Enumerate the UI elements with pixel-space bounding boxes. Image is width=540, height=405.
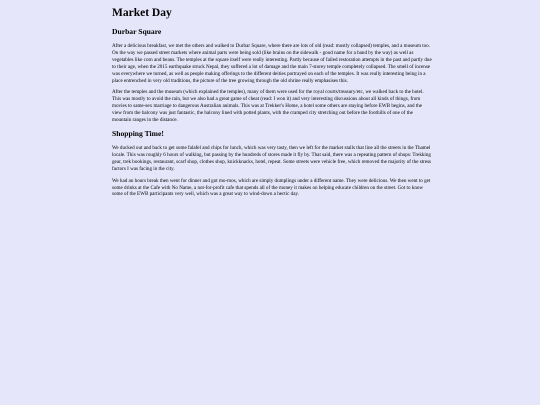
- page-title: Market Day: [112, 7, 172, 19]
- paragraph: We had an hours break then went for dinner and got mo-mos, which are simply dumplings under a different name. They were delicious. We then went to get some drinks at the Cafe with No Name, a not-for-profit cafe that spends all of the money it makes on helping educate children on the street. Got to know some of the EWB participants very well, which was a great way to wind-down a hectic day.: [112, 177, 431, 198]
- section-heading: Shopping Time!: [112, 128, 164, 138]
- section-durbar-square: [112, 27, 432, 124]
- article: [112, 6, 432, 203]
- section-shopping-time: [112, 129, 432, 198]
- paragraph: After the temples and the museum (which explained the temples), many of them were used for the royal courts/treasury/etc, we walked back to the hotel. This was mostly to avoid the rain, but we also had a great game of cheat (read: I won it) and very interesting discussions about all kinds of things, from movies to same-sex marriage to dangerous Australian animals. This was at Trekker's Home, a hotel some others are staying before EWB begins, and the view from the balcony was just fantastic, the balcony lined with potted plants, with the cramped city stretching out before the foothills of one of the mountain ranges in the distance.: [112, 89, 424, 124]
- section-heading: Durbar Square: [112, 27, 162, 36]
- paragraph: After a delicious breakfast, we met the others and walked to Durbar Square, where there are lots of old (read: mostly collapsed) temples, and a museum too. On the way we passed street markets where animal parts were being sold (like brains on the sidewalk - good name for a band by the way) as well as vegetables like corn and beans. The temples at the square itself were really interesting. Partly because of failed restoration attempts in the past and partly due to their age, when the 2015 earthquake struck Nepal, they suffered a lot of damage and the main 7-storey temple completely collapsed. The smell of incense was everywhere we turned, as well as people making offerings to the different deities portrayed on each of the temples. It was really interesting being in a place entrenched in very old traditions, the picture of the tree growing through the old shrine really emphasises this.: [112, 43, 432, 84]
- paragraph: We ducked out and back to get some falafel and chips for lunch, which was very tasty, then we left for the market stalls that line all the streets in the Thamel locale. This was roughly 6 hours of walking, but passing by the hundreds of stores made it fly by. That said, there was a repeating pattern of shops: Trekking gear, trek bookings, restaurant, scarf shop, clothes shop, knickknacks, hotel, repeat. Some streets were vehicle free, which removed the majority of the stress factors I was facing in the city.: [112, 144, 432, 172]
